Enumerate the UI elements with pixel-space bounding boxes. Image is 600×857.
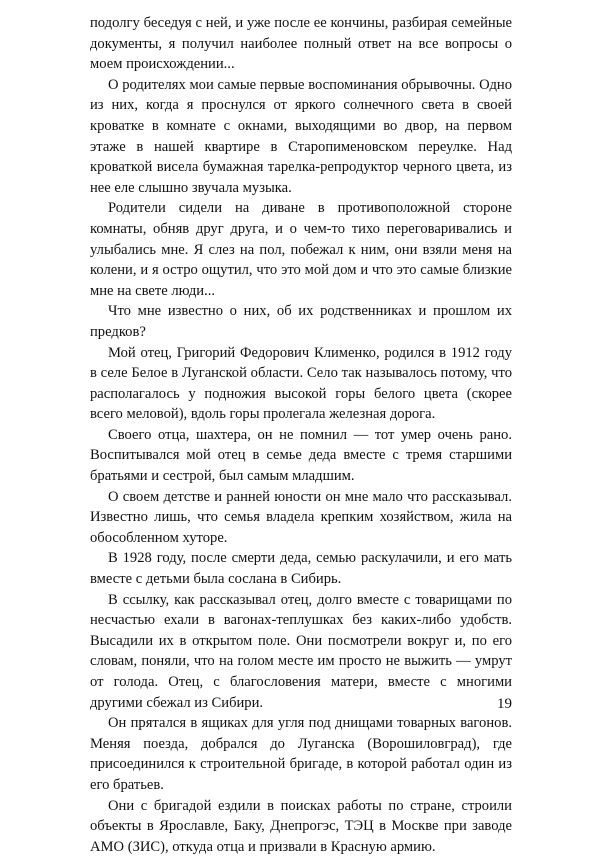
paragraph-6: Своего отца, шахтера, он не помнил — тот умер очень рано. Воспитывался мой отец в семье деда вместе с тремя старшими братьями и сестрой, был самым младшим. <box>90 426 512 485</box>
paragraph-5: Мой отец, Григорий Федорович Клименко, родился в 1912 году в селе Белое в Луганской области. Село так называлось потому, что располагалось у подножия высокой горы белого цвета (скорее всего меловой), вдоль горы пролегала железная дорога. <box>90 344 512 423</box>
paragraph-9: В ссылку, как рассказывал отец, долго вместе с товарищами по несчастью ехали в вагонах-теплушках без каких-либо удобств. Высадили их в открытом поле. Они посмотрели вокруг и, по его словам, поняли, что на голом месте им просто не выжить — умрут от голода. Отец, с благословения матери, вместе с многими другими сбежал из Сибири. <box>90 591 512 711</box>
paragraph-7: О своем детстве и ранней юности он мне мало что рассказывал. Известно лишь, что семья владела крепким хозяйством, жила на обособленном хуторе. <box>90 488 512 546</box>
paragraph-2: О родителях мои самые первые воспоминания обрывочны. Одно из них, когда я проснулся от яркого солнечного света в своей кроватке в комнате с окнами, выходящими во двор, на первом этаже в нашей квартире в Старопименовском переулке. Над кроваткой висела бумажная тарелка-репродуктор черного цвета, из нее еле слышно звучала музыка. <box>90 76 512 196</box>
paragraph-1: подолгу беседуя с ней, и уже после ее кончины, разбирая семейные документы, я получил наиболее полный ответ на все вопросы о моем происхождении... <box>90 15 512 73</box>
paragraph-10: Он прятался в ящиках для угля под днищами товарных вагонов. Меняя поезда, добрался до Луганска (Ворошиловград), где присоединился к строительной бригаде, в которой работал один из его братьев. <box>90 715 512 793</box>
page-number: 19 <box>497 696 512 712</box>
paragraph-11: Они с бригадой ездили в поисках работы по стране, строили объекты в Ярославле, Баку, Днепрогэс, ТЭЦ в Москве при заводе АМО (ЗИС), откуда отца и призвали в Красную армию. <box>90 797 512 855</box>
body-text <box>90 13 512 857</box>
paragraph-3: Родители сидели на диване в противоположной стороне комнаты, обняв друг друга, и о чем-то тихо переговаривались и улыбались мне. Я слез на пол, побежал к ним, они взяли меня на колени, и я остро ощутил, что это мой дом и что это самые близкие мне на свете люди... <box>90 200 512 299</box>
paragraph-8: В 1928 году, после смерти деда, семью раскулачили, и его мать вместе с детьми была сослана в Сибирь. <box>90 550 512 588</box>
paragraph-4: Что мне известно о них, об их родственниках и прошлом их предков? <box>90 303 512 340</box>
